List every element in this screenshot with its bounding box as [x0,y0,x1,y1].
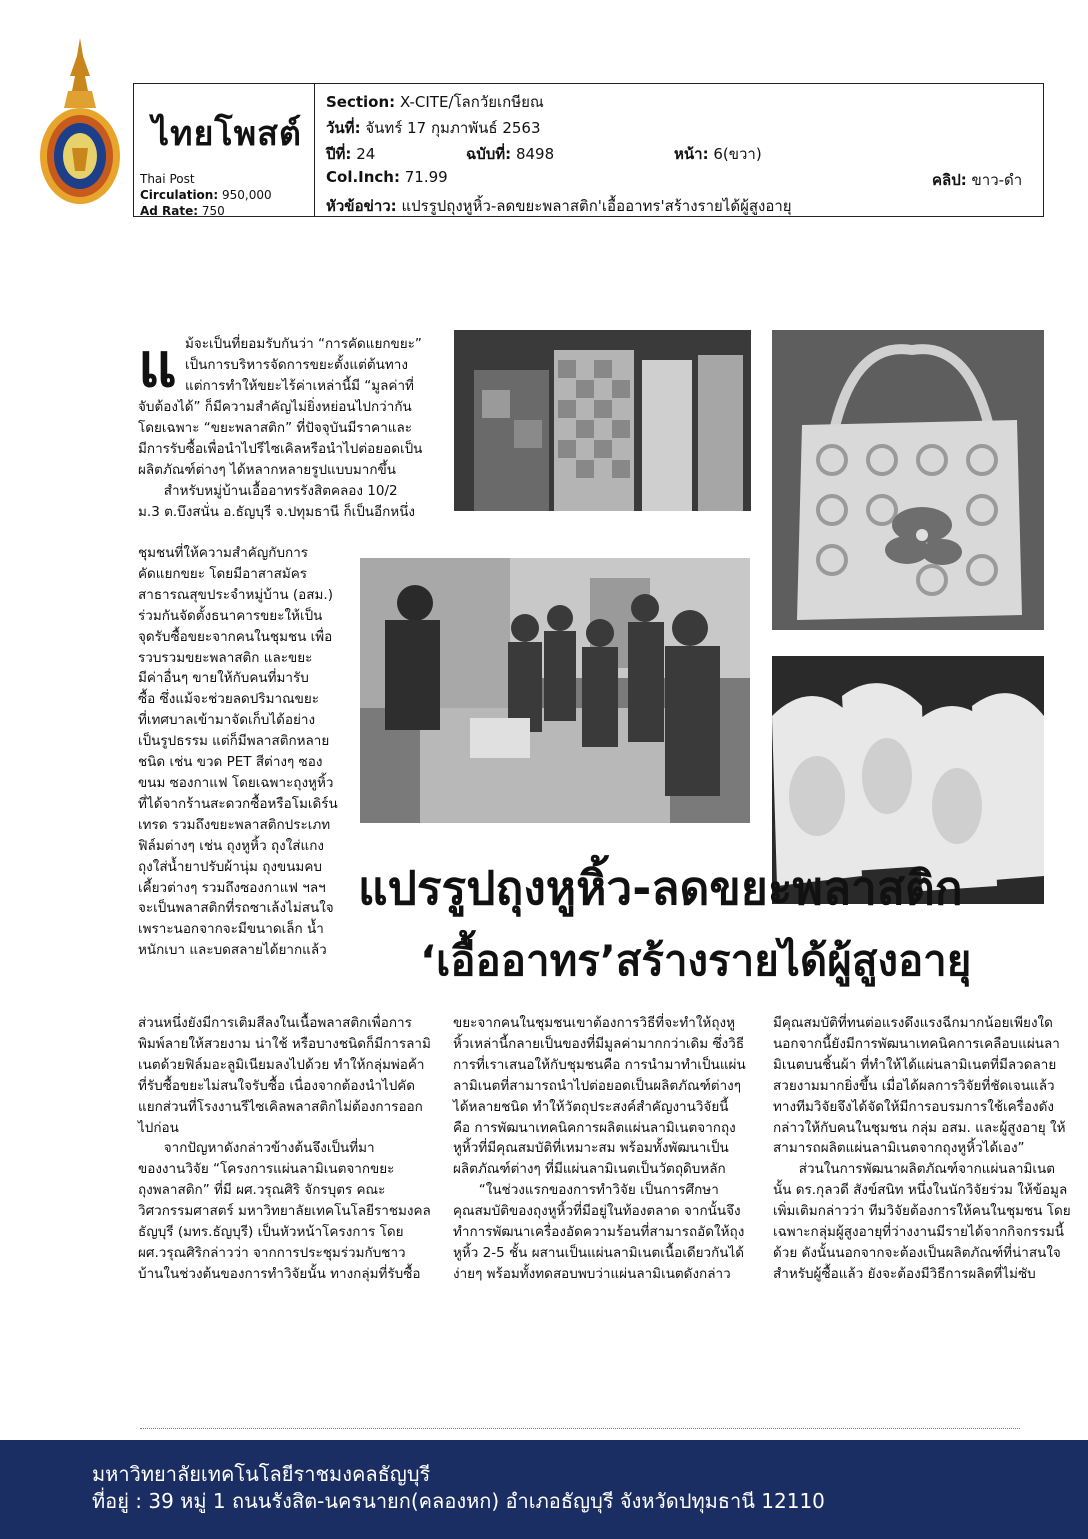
column1-bottom [138,1013,435,1285]
colinch-field: Col.Inch: 71.99 [326,168,448,186]
text-line: ม้จะเป็นที่ยอมรับกันว่า “การคัดแยกขยะ” [185,336,422,352]
newspaper-name: ไทยโพสต์ [152,114,302,154]
text-line: การที่เราเสนอให้กับชุมชนคือ การนำมาทำเป็นแผ่น [453,1056,746,1073]
text-line: เพราะนอกจากจะมีขนาดเล็ก น้ำ [138,921,324,938]
text-line: สวยงามมากยิ่งขึ้น เมื่อได้ผลการวิจัยที่ชัดเจนแล้ว [773,1077,1055,1094]
text-line: สำหรับผู้ซื้อแล้ว ยังจะต้องมีวิธีการผลิตที่ไม่ซับ [773,1265,1036,1282]
text-line: โดยเฉพาะ “ขยะพลาสติก” ที่ปัจจุบันมีราคาและ [138,419,413,436]
text-line: รวบรวมขยะพลาสติก และขยะ [138,649,313,666]
article-subheadline: ‘เอื้ออาทร’สร้างรายได้ผู้สูงอายุ [420,936,972,985]
text-line: กล่าวให้กับคนในชุมชน กลุ่ม อสม. และผู้สูงอายุ ให้ [773,1119,1066,1136]
text-line: ขนม ซองกาแฟ โดยเฉพาะถุงหูหิ้ว [138,774,334,791]
tote-bag-photo [772,330,1044,630]
issue-field: ฉบับที่: 8498 [466,145,555,163]
column1-top [138,397,435,522]
text-line: ชุมชนที่ให้ความสำคัญกับการ [138,545,309,561]
text-line: หนักเบา และบดสลายได้ยากแล้ว [138,942,327,959]
article-headline: แปรรูปถุงหูหิ้ว-ลดขยะพลาสติก [358,861,963,915]
text-line: หิ้วเหล่านี้กลายเป็นของที่มีมูลค่ามากกว่าเดิม ซึ่งวิธี [453,1035,745,1052]
text-line: ลามิเนตที่สามารถนำไปต่อยอดเป็นผลิตภัณฑ์ต่างๆ [453,1077,741,1094]
circulation: Circulation: 950,000 [140,188,272,202]
text-line: ด้วย ดังนั้นนอกจากจะต้องเป็นผลิตภัณฑ์ที่น่าสนใจ [773,1244,1061,1261]
date-row: วันที่: จันทร์ 17 กุมภาพันธ์ 2563 [326,119,541,137]
text-line: ได้หลายชนิด ทำให้วัตถุประสงค์สำคัญงานวิจัยนี้ [453,1098,729,1115]
clipping-header [133,83,1044,217]
text-line: มีคุณสมบัติที่ทนต่อแรงดึงแรงฉีกมากน้อยเพียงใด [773,1015,1053,1031]
text-line: ผลิตภัณฑ์ต่างๆ ที่มีแผ่นลามิเนตเป็นวัตถุดิบหลัก [453,1161,726,1178]
text-line: ไปก่อน [138,1119,179,1136]
ad-rate: Ad Rate: 750 [140,204,225,218]
text-line: ที่เทศบาลเข้ามาจัดเก็บได้อย่าง [138,712,316,729]
text-line: แต่การทำให้ขยะไร้ค่าเหล่านี้มี “มูลค่าที่ [185,377,414,394]
community-training-photo [360,558,750,823]
text-line: ฟิล์มต่างๆ เช่น ถุงหูหิ้ว ถุงใส่แกง [138,837,325,854]
text-line: ของงานวิจัย “โครงการแผ่นลามิเนตจากขยะ [138,1161,395,1178]
newspaper-latin-name: Thai Post [140,172,195,186]
column1-lead [185,334,435,397]
text-line: ทำการพัฒนาเครื่องอัดความร้อนที่สามารถอัดให้ถุง [453,1224,745,1241]
text-line: ร่วมกันจัดตั้งธนาคารขยะให้เป็น [138,607,323,624]
column1-narrow [138,543,350,961]
text-line: ถุงใส่น้ำยาปรับผ้านุ่ม ถุงขนมคบ [138,858,322,875]
text-line: เทรด รวมถึงขยะพลาสติกประเภท [138,816,331,833]
newspaper-masthead [134,84,315,216]
text-line: ส่วนในการพัฒนาผลิตภัณฑ์จากแผ่นลามิเนต [773,1161,1055,1178]
text-line: ถุงพลาสติก” ที่มี ผศ.วรุณศิริ จักรบุตร คณะ [138,1182,386,1199]
text-line: จุดรับซื้อขยะจากคนในชุมชน เพื่อ [138,628,333,645]
text-line: ทางทีมวิจัยจึงได้จัดให้มีการอบรมการใช้เครื่องดัง [773,1098,1054,1115]
section-row: Section: X-CITE/โลกวัยเกษียณ [326,93,544,111]
text-line: หูหิ้ว 2-5 ชั้น ผสานเป็นแผ่นลามิเนตเนื้อเดียวกันได้ [453,1244,745,1261]
text-line: คือ การพัฒนาเทคนิคการผลิตแผ่นลามิเนตจากถุง [453,1119,736,1136]
text-line: นอกจากนี้ยังมีการพัฒนาเทคนิคการเคลือบแผ่นลา [773,1035,1060,1052]
text-line: ง่ายๆ พร้อมทั้งทดสอบพบว่าแผ่นลามิเนตดังกล่าว [453,1265,731,1282]
text-line: วิศวกรรมศาสตร์ มหาวิทยาลัยเทคโนโลยีราชมงคล [138,1203,431,1220]
text-line: เนตด้วยฟิล์มอะลูมิเนียมลงไปด้วย ทำให้กลุ่มพ่อค้า [138,1056,425,1073]
text-line: เป็นการบริหารจัดการขยะตั้งแต่ต้นทาง [185,356,408,373]
university-seal-logo [38,36,122,206]
text-line: ขยะจากคนในชุมชนเขาต้องการวิธีที่จะทำให้ถุงหู [453,1015,735,1031]
text-line: แยกส่วนที่โรงงานรีไซเคิลพลาสติกไม่ต้องการออก [138,1098,423,1115]
headline-row: หัวข้อข่าว: แปรรูปถุงหูหิ้ว-ลดขยะพลาสติก'เอื้ออาทร'สร้างรายได้ผู้สูงอายุ [326,197,792,215]
text-line: จับต้องได้” ก็มีความสำคัญไม่ยิ่งหย่อนไปกว่ากัน [138,399,412,415]
laminate-sheets-photo [454,330,751,511]
text-line: สามารถผลิตแผ่นลามิเนตจากถุงหูหิ้วได้เอง” [773,1140,1025,1157]
text-line: บ้านในช่วงต้นของการทำวิจัยนั้น ทางกลุ่มที่รับซื้อ [138,1265,421,1282]
text-line: หูหิ้วที่มีคุณสมบัติที่เหมาะสม พร้อมทั้งพัฒนาเป็น [453,1140,729,1157]
footer-bar [0,1440,1088,1539]
page-field: หน้า: 6(ขวา) [674,145,762,163]
text-line: สาธารณสุขประจำหมู่บ้าน (อสม.) [138,586,333,603]
text-line: นั้น ดร.กุลวดี สังข์สนิท หนึ่งในนักวิจัยร่วม ให้ข้อมูล [773,1182,1068,1199]
clip-field: คลิป: ขาว-ดำ [932,171,1023,189]
column3-text [773,1013,1071,1285]
text-line: สำหรับหมู่บ้านเอื้ออาทรรังสิตคลอง 10/2 [138,482,398,499]
text-line: เป็นรูปธรรม แต่ก็มีพลาสติกหลาย [138,733,330,750]
text-line: มีค่าอื่นๆ ขายให้กับคนที่มารับ [138,670,309,687]
text-line: ที่ได้จากร้านสะดวกซื้อหรือโมเดิร์น [138,795,338,812]
text-line: เพิ่มเติมกล่าวว่า ทีมวิจัยต้องการให้คนในชุมชน โดย [773,1203,1071,1220]
text-line: “ในช่วงแรกของการทำวิจัย เป็นการศึกษา [453,1182,719,1199]
footer-university-name: มหาวิทยาลัยเทคโนโลยีราชมงคลธัญบุรี [92,1462,431,1486]
text-line: ผศ.วรุณศิริกล่าวว่า จากการประชุมร่วมกับชาว [138,1244,406,1261]
text-line: คุณสมบัติของถุงหูหิ้วที่มีอยู่ในท้องตลาด จากนั้นจึง [453,1203,741,1220]
text-line: ส่วนหนึ่งยังมีการเติมสีลงในเนื้อพลาสติกเพื่อการ [138,1015,412,1031]
divider [140,1428,1020,1429]
footer-address: ที่อยู่ : 39 หมู่ 1 ถนนรังสิต-นครนายก(คลองหก) อำเภอธัญบุรี จังหวัดปทุมธานี 12110 [92,1489,825,1513]
text-line: มีการรับซื้อเพื่อนำไปรีไซเคิลหรือนำไปต่อยอดเป็น [138,440,423,457]
text-line: ที่รับซื้อขยะไม่สนใจรับซื้อ เนื่องจากต้องนำไปคัด [138,1077,416,1094]
text-line: เคี้ยวต่างๆ รวมถึงซองกาแฟ ฯลฯ [138,879,326,896]
text-line: ผลิตภัณฑ์ต่างๆ ได้หลากหลายรูปแบบมากขึ้น [138,461,396,478]
text-line: ซื้อ ซึ่งแม้จะช่วยลดปริมาณขยะ [138,691,319,708]
year-field: ปีที่: 24 [326,145,376,163]
text-line: ธัญบุรี (มทร.ธัญบุรี) เป็นหัวหน้าโครงการ โดย [138,1224,404,1241]
text-line: จากปัญหาดังกล่าวข้างต้นจึงเป็นที่มา [138,1140,375,1157]
text-line: มิเนตบนชิ้นผ้า ที่ทำให้ได้แผ่นลามิเนตที่มีลวดลาย [773,1056,1057,1073]
text-line: ชนิด เช่น ขวด PET สีต่างๆ ซอง [138,754,323,771]
text-line: คัดแยกขยะ โดยมีอาสาสมัคร [138,565,308,582]
text-line: พิมพ์ลายให้สวยงาม น่าใช้ หรือบางชนิดก็มีการลามิ [138,1035,431,1052]
text-line: จะเป็นพลาสติกที่รถซาเล้งไม่สนใจ [138,900,334,917]
drop-cap: แ [138,331,177,401]
text-line: ม.3 ต.บึงสนั่น อ.ธัญบุรี จ.ปทุมธานี ก็เป็นอีกหนึ่ง [138,503,416,520]
text-line: เฉพาะกลุ่มผู้สูงอายุที่ว่างงานมีรายได้จากกิจกรรมนี้ [773,1224,1065,1241]
column2-text [453,1013,750,1285]
